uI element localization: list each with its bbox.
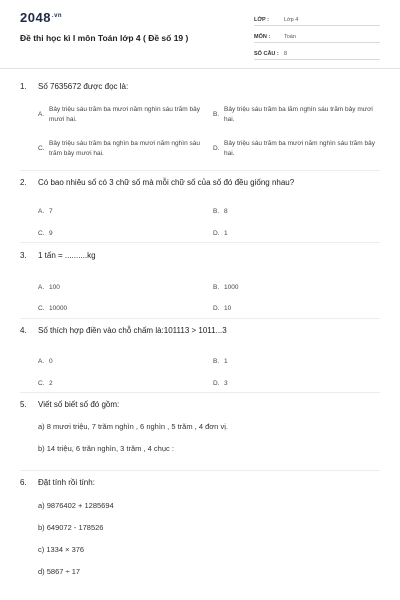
- question-3: [20, 251, 385, 312]
- question-5: [20, 400, 385, 460]
- meta-row-count: [254, 46, 380, 60]
- option-text: 1: [224, 358, 228, 365]
- question-divider: [20, 242, 380, 243]
- option-c[interactable]: [38, 229, 204, 239]
- option-text: 7: [49, 208, 53, 215]
- option-c[interactable]: [38, 139, 204, 159]
- option-letter: D.: [213, 230, 220, 237]
- option-letter: A.: [38, 111, 45, 118]
- option-letter: B.: [213, 358, 220, 365]
- option-letter: C.: [38, 230, 45, 237]
- meta-label: SỐ CÂU :: [254, 51, 279, 57]
- option-text: 1000: [224, 284, 239, 291]
- option-text: 10000: [49, 305, 68, 312]
- option-letter: B.: [213, 284, 220, 291]
- option-text: Bảy triệu sáu trăm ba mươi năm nghìn sáu trăm bảy hai.: [224, 140, 375, 157]
- option-b[interactable]: [213, 105, 379, 125]
- option-letter: D.: [213, 145, 220, 152]
- question-text: Đặt tính rồi tính:: [38, 478, 95, 487]
- header-divider: [0, 68, 400, 69]
- option-letter: D.: [213, 380, 220, 387]
- question-number: 3.: [20, 251, 27, 260]
- question-text: Viết số biết số đó gồm:: [38, 400, 120, 409]
- question-text: Số thích hợp điền vào chỗ chấm là:101113 > 1011...3: [38, 326, 227, 335]
- option-letter: A.: [38, 208, 45, 215]
- option-a[interactable]: [38, 105, 204, 125]
- question-divider: [20, 318, 380, 319]
- option-text: 10: [224, 305, 232, 312]
- site-logo[interactable]: [20, 10, 62, 25]
- question-4: [20, 326, 385, 387]
- option-text: Bảy triệu sáu trăm ba lăm nghìn sáu trăm bảy mươi hai.: [224, 106, 373, 123]
- meta-row-class: [254, 12, 380, 26]
- meta-label: MÔN :: [254, 34, 271, 40]
- option-text: 0: [49, 358, 53, 365]
- option-text: 9: [49, 230, 53, 237]
- option-letter: C.: [38, 380, 45, 387]
- option-letter: C.: [38, 305, 45, 312]
- option-d[interactable]: [213, 304, 379, 314]
- question-number: 6.: [20, 478, 27, 487]
- option-a[interactable]: [38, 283, 204, 293]
- option-letter: A.: [38, 358, 45, 365]
- question-text: 1 tấn = ..........kg: [38, 251, 96, 260]
- option-letter: A.: [38, 284, 45, 291]
- question-part-b: b) 14 triệu, 6 trăn nghìn, 3 trăm , 4 chục :: [38, 444, 174, 453]
- option-d[interactable]: [213, 379, 379, 389]
- option-text: 100: [49, 284, 60, 291]
- option-letter: D.: [213, 305, 220, 312]
- question-divider: [20, 170, 380, 171]
- option-text: 2: [49, 380, 53, 387]
- option-b[interactable]: [213, 357, 379, 367]
- meta-value: Lớp 4: [284, 17, 299, 23]
- option-text: 8: [224, 208, 228, 215]
- option-a[interactable]: [38, 207, 204, 217]
- question-part-b: b) 649072 - 178526: [38, 523, 104, 532]
- option-b[interactable]: [213, 283, 379, 293]
- option-d[interactable]: [213, 139, 379, 159]
- question-text: Có bao nhiêu số có 3 chữ số mà mỗi chữ số của số đó đều giống nhau?: [38, 178, 295, 187]
- option-text: 3: [224, 380, 228, 387]
- question-part-a: a) 8 mươi triệu, 7 trăm nghìn , 6 nghìn , 5 trăm , 4 đơn vị.: [38, 422, 228, 431]
- meta-row-subject: [254, 29, 380, 43]
- option-text: Bảy triệu sáu trăm ba nghìn ba mươi năm nghìn sáu trăm bảy mươi hai.: [49, 140, 200, 157]
- logo-suffix: .vn: [51, 12, 63, 19]
- option-c[interactable]: [38, 379, 204, 389]
- question-2: [20, 178, 385, 237]
- question-divider: [20, 470, 380, 471]
- option-text: 1: [224, 230, 228, 237]
- question-number: 4.: [20, 326, 27, 335]
- question-number: 1.: [20, 82, 27, 91]
- question-6: [20, 478, 385, 588]
- exam-meta: [254, 12, 380, 63]
- option-b[interactable]: [213, 207, 379, 217]
- option-a[interactable]: [38, 357, 204, 367]
- question-divider: [20, 392, 380, 393]
- question-1: [20, 82, 385, 157]
- question-part-a: a) 9876402 + 1285694: [38, 501, 114, 510]
- question-part-c: c) 1334 × 376: [38, 545, 85, 554]
- option-letter: B.: [213, 208, 220, 215]
- option-c[interactable]: [38, 304, 204, 314]
- question-part-d: d) 5867 ÷ 17: [38, 567, 81, 576]
- option-letter: B.: [213, 111, 220, 118]
- option-d[interactable]: [213, 229, 379, 239]
- question-text: Số 7635672 được đọc là:: [38, 82, 129, 91]
- question-number: 2.: [20, 178, 27, 187]
- option-letter: C.: [38, 145, 45, 152]
- meta-value: 8: [284, 51, 288, 57]
- exam-title: Đề thi học kì I môn Toán lớp 4 ( Đề số 19 ): [20, 33, 189, 43]
- meta-label: LỚP :: [254, 17, 269, 23]
- option-text: Bảy triệu sáu trăm ba mươi năm nghìn sáu trăm bảy mươi hai.: [49, 106, 200, 123]
- logo-text: 2048: [20, 10, 51, 25]
- meta-value: Toán: [284, 34, 296, 40]
- question-number: 5.: [20, 400, 27, 409]
